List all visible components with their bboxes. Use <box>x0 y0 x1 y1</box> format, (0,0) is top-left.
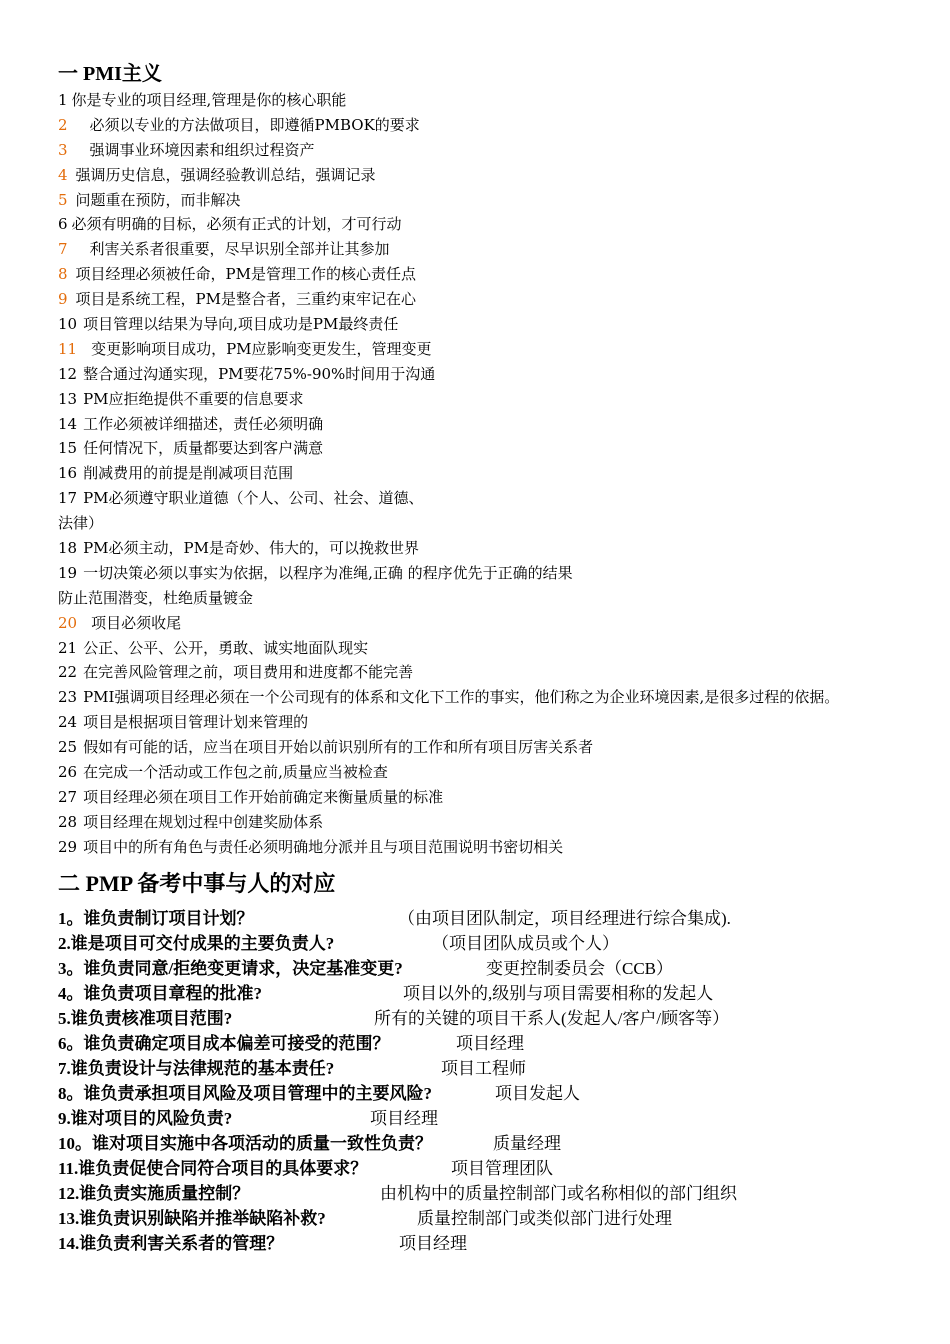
qa-row <box>58 1156 938 1181</box>
list-item <box>58 461 938 486</box>
question-text: 5.谁负责核准项目范围? <box>58 1008 233 1028</box>
answer-text: 项目管理团队 <box>451 1158 553 1178</box>
list-item <box>58 785 938 810</box>
item-text: 项目必须收尾 <box>91 613 182 632</box>
answer-text: 所有的关键的项目干系人(发起人/客户/顾客等） <box>374 1008 730 1028</box>
item-text: 必须有明确的目标，必须有正式的计划，才可行动 <box>71 215 402 234</box>
pmi-principles-list <box>58 88 938 860</box>
document-page <box>58 60 938 1256</box>
section2-heading: 二 PMP 备考中事与人的对应 <box>58 870 336 896</box>
item-number: 21 <box>58 638 78 657</box>
question-text: 7.谁负责设计与法律规范的基本责任? <box>58 1058 335 1078</box>
list-item <box>58 262 938 287</box>
item-number: 10 <box>58 315 78 334</box>
list-item <box>58 561 938 586</box>
list-item <box>58 611 938 636</box>
item-number: 29 <box>58 837 78 856</box>
item-text: 项目是系统工程，PM是整合者，三重约束牢记在心 <box>75 290 417 309</box>
item-text: 必须以专业的方法做项目，即遵循PMBOK的要求 <box>89 115 420 134</box>
item-number: 13 <box>58 389 78 408</box>
item-number: 24 <box>58 713 78 732</box>
question-text: 1。谁负责制订项目计划？ <box>58 908 254 928</box>
qa-row <box>58 1131 938 1156</box>
list-item <box>58 760 938 785</box>
list-item <box>58 436 938 461</box>
list-item <box>58 536 938 561</box>
item-text: 法律） <box>58 514 104 533</box>
question-text: 12.谁负责实施质量控制？ <box>58 1183 250 1203</box>
item-text: 变更影响项目成功，PM应影响变更发生，管理变更 <box>91 339 432 358</box>
qa-row <box>58 1031 938 1056</box>
qa-row <box>58 956 938 981</box>
list-item <box>58 412 938 437</box>
list-item <box>58 735 938 760</box>
item-number: 3 <box>58 140 68 159</box>
item-number: 17 <box>58 489 78 508</box>
list-item <box>58 312 938 337</box>
item-number: 16 <box>58 464 78 483</box>
item-number: 25 <box>58 738 78 757</box>
answer-text: 质量经理 <box>493 1133 561 1153</box>
item-text: 项目是根据项目管理计划来管理的 <box>83 713 309 732</box>
item-number: 7 <box>58 240 68 259</box>
list-item <box>58 835 938 860</box>
list-item <box>58 337 938 362</box>
qa-row <box>58 981 938 1006</box>
answer-text: 项目发起人 <box>495 1083 580 1103</box>
item-number: 19 <box>58 563 78 582</box>
item-text: 项目经理在规划过程中创建奖励体系 <box>83 812 324 831</box>
item-text: 任何情况下，质量都要达到客户满意 <box>83 439 324 458</box>
list-item <box>58 636 938 661</box>
list-item <box>58 138 938 163</box>
item-text: 防止范围潜变，杜绝质量镀金 <box>58 588 254 607</box>
question-text: 9.谁对项目的风险负责? <box>58 1108 233 1128</box>
item-text: 削减费用的前提是削减项目范围 <box>83 464 294 483</box>
question-text: 8。谁负责承担项目风险及项目管理中的主要风险? <box>58 1083 432 1103</box>
item-text: PMI强调项目经理必须在一个公司现有的体系和文化下工作的事实，他们称之为企业环境因素,是很多过程的依据。 <box>83 688 840 707</box>
question-text: 13.谁负责识别缺陷并推举缺陷补救? <box>58 1208 326 1228</box>
item-number: 18 <box>58 539 78 558</box>
item-number: 15 <box>58 439 78 458</box>
item-text: PM必须主动，PM是奇妙、伟大的，可以挽救世界 <box>83 539 419 558</box>
answer-text: 项目经理 <box>370 1108 438 1128</box>
item-text: 强调事业环境因素和组织过程资产 <box>89 140 315 159</box>
list-item <box>58 586 938 611</box>
list-item <box>58 486 938 511</box>
responsibility-list <box>58 906 938 1256</box>
list-item <box>58 810 938 835</box>
item-number: 28 <box>58 812 78 831</box>
qa-row <box>58 1081 938 1106</box>
qa-row <box>58 906 938 931</box>
item-number: 22 <box>58 663 78 682</box>
item-text: 一切决策必须以事实为依据，以程序为准绳,正确 的程序优先于正确的结果 <box>83 563 573 582</box>
item-number: 9 <box>58 290 68 309</box>
item-number: 6 <box>58 215 68 234</box>
list-item <box>58 287 938 312</box>
item-number: 1 <box>58 91 68 109</box>
question-text: 3。谁负责同意/拒绝变更请求，决定基准变更? <box>58 958 403 978</box>
item-text: 项目管理以结果为导向,项目成功是PM最终责任 <box>83 315 399 334</box>
section1-heading: 一 PMI主义 <box>58 63 162 85</box>
answer-text: （由项目团队制定，项目经理进行综合集成). <box>398 908 731 928</box>
qa-row <box>58 1231 938 1256</box>
answer-text: （项目团队成员或个人） <box>432 933 619 953</box>
item-number: 27 <box>58 787 78 806</box>
item-number: 23 <box>58 688 78 707</box>
item-text: 项目经理必须被任命，PM是管理工作的核心责任点 <box>75 265 417 284</box>
answer-text: 项目经理 <box>399 1233 467 1253</box>
question-text: 14.谁负责利害关系者的管理？ <box>58 1233 284 1253</box>
qa-row <box>58 1106 938 1131</box>
item-text: 强调历史信息，强调经验教训总结，强调记录 <box>75 165 376 184</box>
question-text: 2.谁是项目可交付成果的主要负责人? <box>58 933 335 953</box>
list-item <box>58 362 938 387</box>
list-item <box>58 88 938 113</box>
list-item <box>58 387 938 412</box>
item-number: 26 <box>58 763 78 782</box>
list-item <box>58 188 938 213</box>
item-text: 项目中的所有角色与责任必须明确地分派并且与项目范围说明书密切相关 <box>83 837 564 856</box>
list-item <box>58 113 938 138</box>
item-text: PM必须遵守职业道德（个人、公司、社会、道德、 <box>83 489 424 508</box>
list-item <box>58 660 938 685</box>
item-number: 12 <box>58 364 78 383</box>
qa-row <box>58 1181 938 1206</box>
list-item <box>58 163 938 188</box>
qa-row <box>58 931 938 956</box>
list-item <box>58 511 938 536</box>
answer-text: 由机构中的质量控制部门或名称相似的部门组织 <box>380 1183 737 1203</box>
item-number: 5 <box>58 190 68 209</box>
answer-text: 变更控制委员会（CCB） <box>486 958 674 978</box>
item-number: 14 <box>58 414 78 433</box>
item-number: 4 <box>58 165 68 184</box>
qa-row <box>58 1206 938 1231</box>
question-text: 6。谁负责确定项目成本偏差可接受的范围？ <box>58 1033 390 1053</box>
item-text: 公正、公平、公开，勇敢、诚实地面队现实 <box>83 638 369 657</box>
qa-row <box>58 1056 938 1081</box>
item-text: 假如有可能的话，应当在项目开始以前识别所有的工作和所有项目厉害关系者 <box>83 738 594 757</box>
item-text: 利害关系者很重要，尽早识别全部并让其参加 <box>89 240 390 259</box>
list-item <box>58 237 938 262</box>
list-item <box>58 710 938 735</box>
item-text: 问题重在预防，而非解决 <box>75 190 241 209</box>
qa-row <box>58 1006 938 1031</box>
item-number: 2 <box>58 115 68 134</box>
answer-text: 项目工程师 <box>441 1058 526 1078</box>
item-text: 你是专业的项目经理,管理是你的核心职能 <box>71 91 347 109</box>
answer-text: 项目以外的,级别与项目需要相称的发起人 <box>403 983 714 1003</box>
item-number: 20 <box>58 613 78 632</box>
item-number: 11 <box>58 339 78 358</box>
item-text: 在完善风险管理之前，项目费用和进度都不能完善 <box>83 663 414 682</box>
answer-text: 质量控制部门或类似部门进行处理 <box>417 1208 672 1228</box>
item-text: 整合通过沟通实现，PM要花75%-90%时间用于沟通 <box>83 364 436 383</box>
list-item <box>58 212 938 237</box>
item-text: PM应拒绝提供不重要的信息要求 <box>83 389 304 408</box>
list-item <box>58 685 938 710</box>
question-text: 11.谁负责促使合同符合项目的具体要求？ <box>58 1158 368 1178</box>
answer-text: 项目经理 <box>456 1033 524 1053</box>
item-text: 工作必须被详细描述，责任必须明确 <box>83 414 324 433</box>
item-text: 在完成一个活动或工作包之前,质量应当被检查 <box>83 763 388 782</box>
item-text: 项目经理必须在项目工作开始前确定来衡量质量的标准 <box>83 787 444 806</box>
question-text: 4。谁负责项目章程的批准? <box>58 983 262 1003</box>
item-number: 8 <box>58 265 68 284</box>
question-text: 10。谁对项目实施中各项活动的质量一致性负责？ <box>58 1133 432 1153</box>
